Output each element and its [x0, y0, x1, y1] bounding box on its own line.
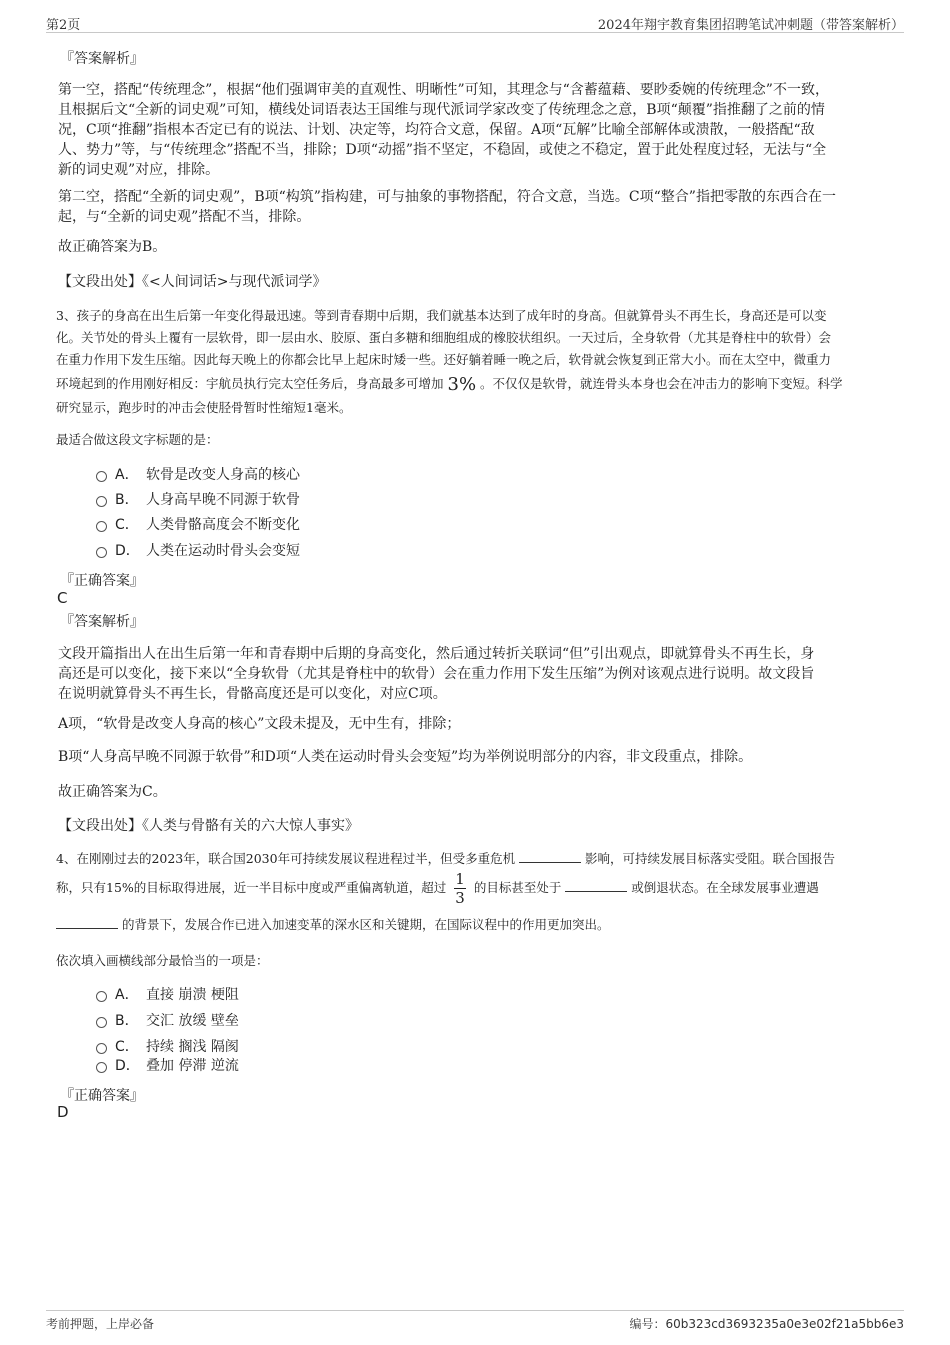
text-line: 第一空，搭配“传统理念”，根据“他们强调审美的直观性、明晰性”可知，其理念与“含蓄蕴藉、要眇委婉的传统理念”不一致， [58, 82, 829, 98]
text-segment: 或倒退状态。在全球发展事业遭遇 [631, 880, 819, 895]
option-letter: C． [115, 517, 139, 533]
q4-question: 依次填入画横线部分最恰当的一项是： [56, 953, 269, 968]
document-title: 2024年翔宇教育集团招聘笔试冲刺题（带答案解析） [597, 18, 904, 33]
radio-icon[interactable] [96, 1062, 107, 1073]
q3-question: 最适合做这段文字标题的是： [56, 432, 219, 447]
text-segment: 称，只有15%的目标取得进展，近一半目标中度或严重偏离轨道，超过 [56, 880, 447, 895]
fill-blank[interactable] [519, 850, 581, 863]
option-text: 人类骨骼高度会不断变化 [146, 517, 300, 533]
q3-answer: C [57, 589, 68, 607]
radio-icon[interactable] [96, 991, 107, 1002]
text-line: 文段开篇指出人在出生后第一年和青春期中后期的身高变化，然后通过转折关联词“但”引出观点，即就算骨头不再生长，身 [58, 646, 815, 662]
option-letter: C． [115, 1039, 139, 1055]
text-segment: 的目标甚至处于 [473, 880, 562, 895]
text-line: 人、势力”等，与“传统理念”搭配不当，排除；D项“动摇”指不坚定，不稳固，或使之不稳定，置于此处程度过轻，无法与“全 [58, 142, 827, 158]
q3-analysis-bd: B项“人身高早晚不同源于软骨”和D项“人类在运动时骨头会变短”均为举例说明部分的内容，非文段重点，排除。 [58, 749, 753, 765]
code-value: 60b323cd3693235a0e3e02f21a5bb6e3 [665, 1317, 904, 1331]
text-line: 在说明就算骨头不再生长，骨骼高度还是可以变化，对应C项。 [58, 686, 447, 702]
percent-value: 3% [447, 374, 477, 395]
text-segment: 的背景下，发展合作已进入加速变革的深水区和关键期，在国际议程中的作用更加突出。 [121, 917, 610, 932]
text-line: 第二空，搭配“全新的词史观”，B项“构筑”指构建，可与抽象的事物搭配，符合文意，当选。C项“整合”指把零散的东西合在一 [58, 189, 836, 205]
text-line: 起，与“全新的词史观”搭配不当，排除。 [58, 209, 311, 225]
text-line: 高还是可以变化，接下来以“全身软骨（尤其是脊柱中的软骨）会在重力作用下发生压缩”为例对该观点进行说明。故文段旨 [58, 666, 815, 682]
q4-stem-line3 [56, 914, 906, 936]
text-line: 且根据后文“全新的词史观”可知，横线处词语表达王国维与现代派词学家改变了传统理念之意，B项“颠覆”指推翻了之前的情 [58, 102, 825, 118]
option-letter: D． [115, 543, 140, 559]
q4-answer: D [57, 1103, 69, 1121]
radio-icon[interactable] [96, 547, 107, 558]
fraction-numerator: 1 [455, 870, 465, 888]
option-letter: B． [115, 492, 139, 508]
option-letter: A． [115, 987, 139, 1003]
text-line: 3、孩子的身高在出生后第一年变化得最迅速。等到青春期中后期，我们就基本达到了成年时的身高。但就算骨头不再生长，身高还是可以变 [56, 308, 827, 323]
radio-icon[interactable] [96, 471, 107, 482]
option-letter: B． [115, 1013, 139, 1029]
option-text: 软骨是改变人身高的核心 [146, 467, 300, 483]
text-line: 新的词史观”对应，排除。 [58, 162, 220, 178]
q2-analysis-para1 [58, 80, 898, 180]
radio-icon[interactable] [96, 1017, 107, 1028]
q2-analysis-label: 『答案解析』 [60, 51, 144, 67]
page-header [46, 14, 904, 33]
option-letter: A． [115, 467, 139, 483]
code-label: 编号： [629, 1317, 666, 1331]
q3-source: 【文段出处】《人类与骨骼有关的六大惊人事实》 [58, 818, 359, 834]
q2-analysis-para2 [58, 187, 898, 227]
option-text: 交汇 放缓 壁垒 [146, 1013, 239, 1029]
q3-stem [56, 305, 906, 419]
page-footer [46, 1310, 904, 1333]
text-segment: 环境起到的作用刚好相反：宇航员执行完太空任务后，身高最多可增加 [56, 376, 444, 391]
fill-blank[interactable] [56, 916, 118, 929]
fraction [454, 870, 466, 907]
q3-analysis-label: 『答案解析』 [60, 614, 144, 630]
text-segment: 。不仅仅是软骨，就连骨头本身也会在冲击力的影响下变短。科学 [480, 376, 843, 391]
option-text: 叠加 停滞 逆流 [146, 1058, 239, 1074]
option-letter: D． [115, 1058, 140, 1074]
fraction-denominator: 3 [455, 889, 465, 907]
option-text: 直接 崩溃 梗阻 [146, 987, 239, 1003]
option-text: 持续 搁浅 隔阂 [146, 1039, 239, 1055]
radio-icon[interactable] [96, 496, 107, 507]
q4-stem-line2 [56, 866, 906, 910]
text-segment: 4、在刚刚过去的2023年，联合国2030年可持续发展议程进程过半，但受多重危机 [56, 851, 516, 866]
q3-answer-label: 『正确答案』 [60, 573, 144, 589]
text-line [56, 371, 906, 397]
document-code [630, 1315, 905, 1332]
footer-slogan: 考前押题，上岸必备 [46, 1317, 155, 1331]
q2-conclusion: 故正确答案为B。 [58, 239, 167, 255]
q3-conclusion: 故正确答案为C。 [58, 784, 167, 800]
q3-analysis-a: A项，“软骨是改变人身高的核心”文段未提及，无中生有，排除； [58, 716, 461, 732]
q3-analysis [58, 644, 898, 704]
text-line: 在重力作用下发生压缩。因此每天晚上的你都会比早上起床时矮一些。还好躺着睡一晚之后，软骨就会恢复到正常大小。而在太空中，微重力 [56, 352, 832, 367]
fill-blank[interactable] [565, 879, 627, 892]
text-segment: 影响，可持续发展目标落实受阻。联合国报告 [585, 851, 836, 866]
radio-icon[interactable] [96, 1043, 107, 1054]
text-line: 况，C项“推翻”指根本否定已有的说法、计划、决定等，均符合文意，保留。A项“瓦解”比喻全部解体或溃散，一般搭配“敌 [58, 122, 815, 138]
q4-answer-label: 『正确答案』 [60, 1088, 144, 1104]
text-line: 研究显示，跑步时的冲击会使胫骨暂时性缩短1毫米。 [56, 400, 352, 415]
radio-icon[interactable] [96, 521, 107, 532]
page-number: 第2页 [46, 18, 81, 33]
option-text: 人身高早晚不同源于软骨 [146, 492, 300, 508]
text-line: 化。关节处的骨头上覆有一层软骨，即一层由水、胶原、蛋白多糖和细胞组成的橡胶状组织。一天过后，全身软骨（尤其是脊柱中的软骨）会 [56, 330, 832, 345]
option-text: 人类在运动时骨头会变短 [146, 543, 300, 559]
q2-source: 【文段出处】《<人间词话>与现代派词学》 [58, 274, 327, 290]
